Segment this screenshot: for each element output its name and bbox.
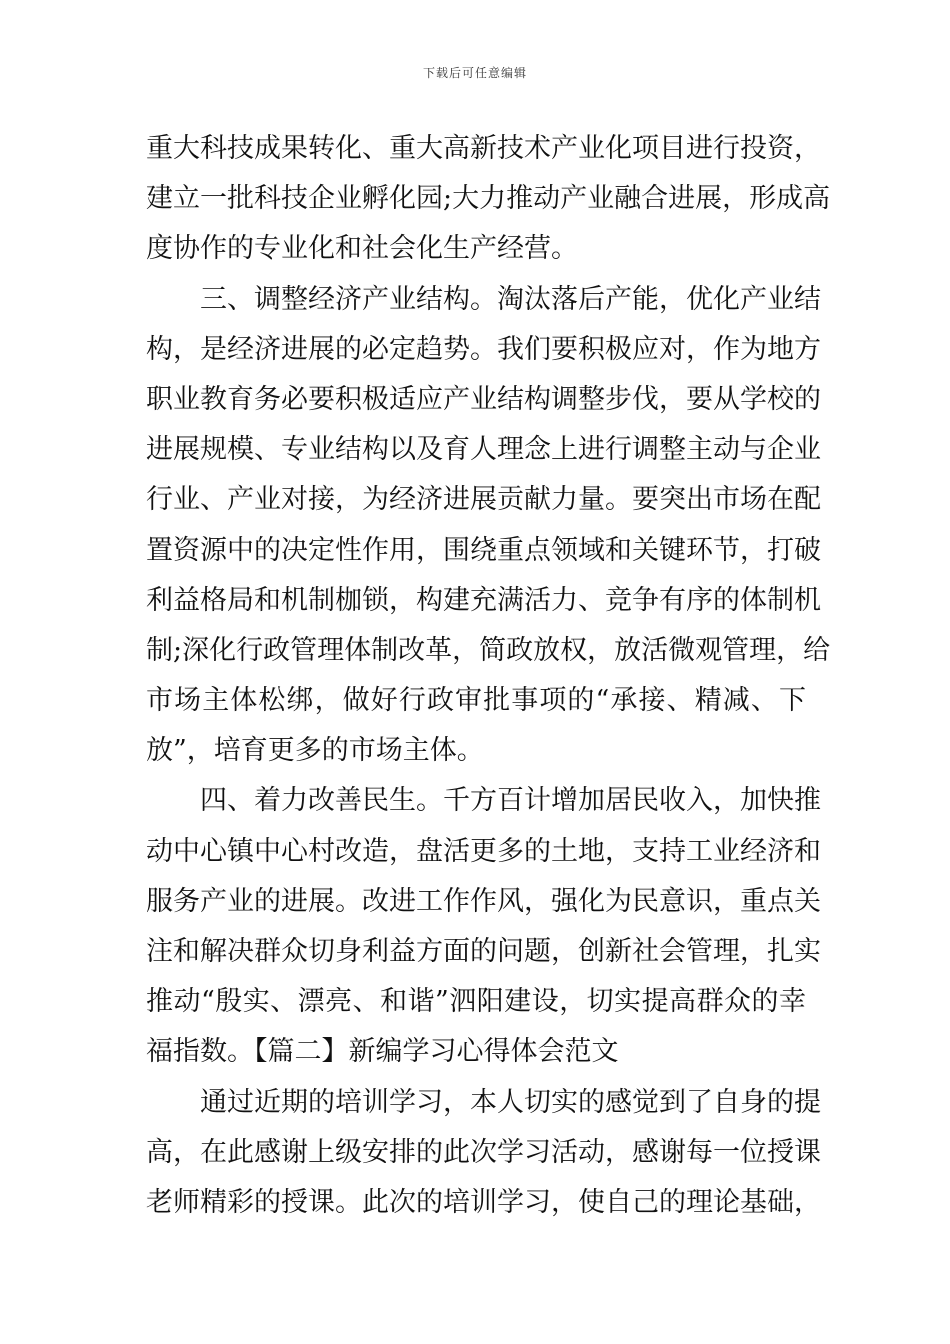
text-line: 职业教育务必要积极适应产业结构调整步伐，要从学校的: [146, 383, 821, 415]
text-line: 注和解决群众切身利益方面的问题，创新社会管理，扎实: [146, 936, 821, 967]
text-line: 市场主体松绑，做好行政审批事项的“承接、精减、下: [146, 685, 806, 717]
text-line: 进展规模、专业结构以及育人理念上进行调整主动与企业: [146, 434, 821, 466]
text-line: 构，是经济进展的必定趋势。我们要积极应对，作为地方: [146, 333, 821, 365]
text-line: 行业、产业对接，为经济进展贡献力量。要突出市场在配: [146, 484, 821, 516]
text-line: 老师精彩的授课。此次的培训学习，使自己的理论基础，: [146, 1186, 821, 1218]
text-line: 推动“殷实、漂亮、和谐”泗阳建设，切实提高群众的幸: [146, 986, 806, 1018]
text-line: 建立一批科技企业孵化园;大力推动产业融合进展，形成高: [146, 183, 831, 215]
text-line: 高，在此感谢上级安排的此次学习活动，感谢每一位授课: [146, 1136, 821, 1168]
paragraph-start-line: 通过近期的培训学习，本人切实的感觉到了自身的提: [200, 1086, 821, 1118]
text-line: 服务产业的进展。改进工作作风，强化为民意识，重点关: [146, 885, 821, 917]
text-line: 动中心镇中心村改造，盘活更多的土地，支持工业经济和: [146, 835, 821, 867]
page-header: 下载后可任意编辑: [422, 66, 527, 80]
document-body: [146, 124, 831, 1228]
text-line: 制;深化行政管理体制改革，简政放权，放活微观管理，给: [146, 634, 831, 666]
text-line: 置资源中的决定性作用，围绕重点领域和关键环节，打破: [146, 534, 821, 566]
paragraph-start-line: 三、调整经济产业结构。淘汰落后产能，优化产业结: [200, 283, 821, 315]
text-line: 度协作的专业化和社会化生产经营。: [146, 233, 578, 265]
text-line: 放”，培育更多的市场主体。: [146, 735, 484, 767]
text-line: 福指数。【篇二】新编学习心得体会范文: [146, 1036, 619, 1068]
paragraph-start-line: 四、着力改善民生。千方百计增加居民收入，加快推: [200, 785, 821, 817]
text-line: 利益格局和机制枷锁，构建充满活力、竞争有序的体制机: [146, 584, 821, 616]
text-line: 重大科技成果转化、重大高新技术产业化项目进行投资，: [146, 133, 821, 164]
